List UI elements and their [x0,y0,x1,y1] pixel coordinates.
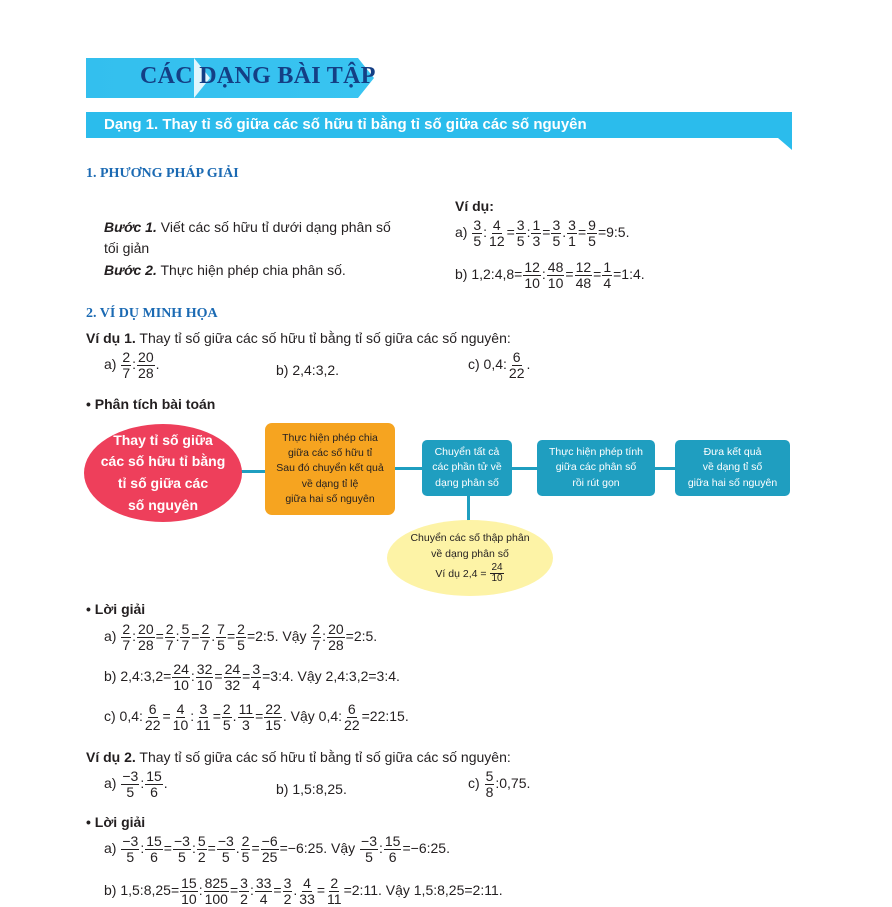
connector [654,467,676,470]
diagram-yellow-ellipse: Chuyển các số thập phân về dạng phân số Ví dụ 2,4 = $\frac{24}{10}$ [387,520,553,596]
vd2-b: b) 1,5:8,25. [276,781,347,797]
vd1-c: c) 0,4: $\frac{6}{22}$ . [468,349,531,381]
vd2-a: a) $\frac{-3}{5}$ : $\frac{15}{6}$ . [104,768,168,800]
buoc2-label: Bước 2. [104,262,157,278]
section-phuong-phap: 1. PHƯƠNG PHÁP GIẢI [86,166,239,181]
sol2-a: a) $\frac{-3}{5}$ : $\frac{15}{6}$ = $\frac{-3}{5}$ : $\frac{5}{2}$ = $\frac{-3}{5}$ . $\frac{2}{5}$ = $\frac{-6}{25}$ =−6:25. Vậy $\frac{-3}{5}$ : $\frac{15}{6}$ =−6:25. [104,833,450,865]
phan-tich-heading: • Phân tích bài toán [86,396,216,412]
section-vi-du: 2. VÍ DỤ MINH HỌA [86,306,218,321]
sol1-a: a) $\frac{2}{7}$ : $\frac{20}{28}$ = $\frac{2}{7}$ : $\frac{5}{7}$ = $\frac{2}{7}$ . $\frac{7}{5}$ = $\frac{2}{5}$ =2:5. Vậy $\frac{2}{7}$ : $\frac{20}{28}$ =2:5. [104,621,378,653]
vd1-b: b) 2,4:3,2. [276,362,340,378]
buoc1-label: Bước 1. [104,219,157,235]
vidu-b: b) 1,2:4,8= $\frac{12}{10}$ : $\frac{48}{10}$ = $\frac{12}{48}$ = $\frac{1}{4}$ =1:4. [455,259,645,291]
loi-giai-heading-1: • Lời giải [86,601,146,617]
vd2-text: Thay tỉ số giữa các số hữu tỉ bằng tỉ số giữa các số nguyên: [135,749,511,765]
vd1-line [86,330,511,346]
buoc1-line2: tối giản [104,240,150,256]
diagram-teal-box-1: Chuyển tất cả các phần tử về dạng phân số [422,440,512,496]
vd1-label: Ví dụ 1. [86,330,136,346]
vd1-text: Thay tỉ số giữa các số hữu tỉ bằng tỉ số giữa các số nguyên: [135,330,511,346]
buoc1-text: Viết các số hữu tỉ dưới dạng phân số [156,219,391,235]
connector [467,496,470,522]
connector [240,470,267,473]
dang-heading: Dạng 1. Thay tỉ số giữa các số hữu tỉ bằng tỉ số giữa các số nguyên [104,116,587,133]
connector [512,467,538,470]
vd1-a: a) $\frac{2}{7}$ : $\frac{20}{28}$ . [104,349,160,381]
sol1-c: c) 0,4: $\frac{6}{22}$ = $\frac{4}{10}$ : $\frac{3}{11}$ = $\frac{2}{5}$ . $\frac{11}{3}$ = $\frac{22}{15}$ . Vậy 0,4: $\frac{6}{22}$ =22:15. [104,701,409,733]
diagram-teal-box-2: Thực hiện phép tính giữa các phân số rồi rút gọn [537,440,655,496]
diagram-teal-box-3: Đưa kết quả về dạng tỉ số giữa hai số nguyên [675,440,790,496]
vd2-c: c) $\frac{5}{8}$ :0,75. [468,768,531,800]
vd2-label: Ví dụ 2. [86,749,136,765]
vidu-label: Ví dụ: [455,198,494,214]
sol1-b: b) 2,4:3,2= $\frac{24}{10}$ : $\frac{32}{10}$ = $\frac{24}{32}$ = $\frac{3}{4}$ =3:4. Vậy 2,4:3,2=3:4. [104,661,400,693]
buoc2-text: Thực hiện phép chia phân số. [156,262,346,278]
page-title: CÁC DẠNG BÀI TẬP [140,63,376,89]
diagram-orange-box: Thực hiện phép chia giữa các số hữu tỉ Sau đó chuyển kết quả về dạng tỉ lệ giữa hai số nguyên [265,423,395,515]
vidu-a: a) $\frac{3}{5}$ : $\frac{4}{12}$ = $\frac{3}{5}$ : $\frac{1}{3}$ = $\frac{3}{5}$ . $\frac{3}{1}$ = $\frac{9}{5}$ =9:5. [455,217,630,249]
loi-giai-heading-2: • Lời giải [86,814,146,830]
buoc2-line [104,262,346,278]
diagram-ellipse: Thay tỉ số giữa các số hữu tỉ bằng tỉ số giữa các số nguyên [84,424,242,522]
connector [394,467,422,470]
vd2-line [86,749,511,765]
sol2-b-partial: b) 1,5:8,25= $\frac{15}{10}$ : $\frac{825}{100}$ = $\frac{3}{2}$ : $\frac{33}{4}$ = $\frac{3}{2}$ . $\frac{4}{33}$ = $\frac{2}{11}$ =2:11. Vậy 1,5:8,25=2:11. [104,875,503,907]
buoc1-line [104,219,391,235]
